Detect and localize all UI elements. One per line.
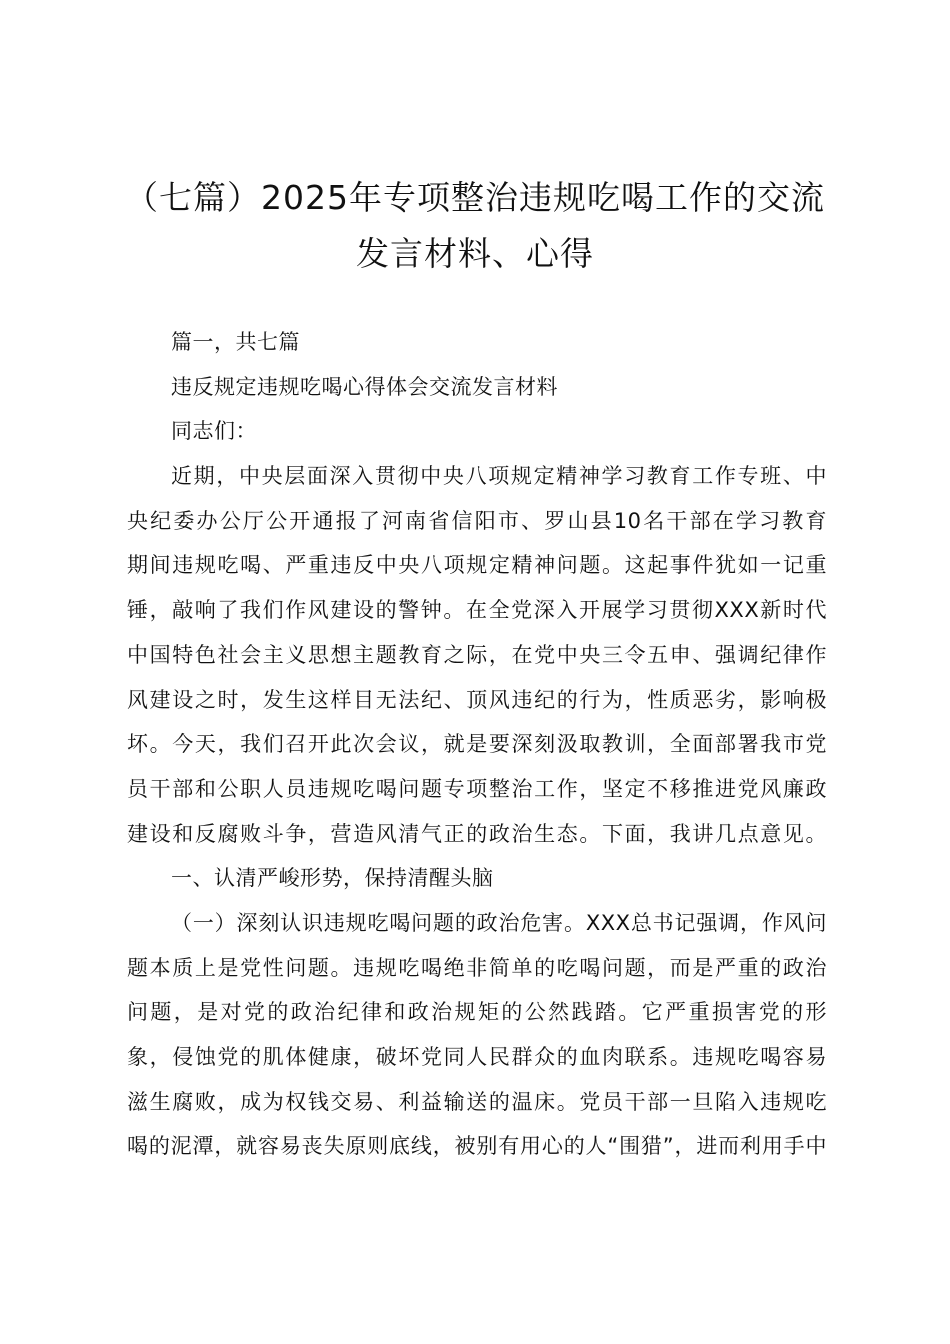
text-line: （一）深刻认识违规吃喝问题的政治危害。XXX总书记强调，作风问: [171, 910, 827, 935]
text-line: 近期，中央层面深入贯彻中央八项规定精神学习教育工作专班、中: [171, 464, 827, 489]
document-body: [127, 320, 827, 1169]
document-title: [100, 170, 850, 282]
title-line-2: 发言材料、心得: [356, 234, 594, 273]
text-line: 篇一，共七篇: [171, 330, 300, 354]
text-line: 问题，是对党的政治纪律和政治规矩的公然践踏。它严重损害党的形: [127, 1000, 827, 1025]
text-line: 坏。今天，我们召开此次会议，就是要深刻汲取教训，全面部署我市党: [127, 732, 827, 757]
text-line: 锤，敲响了我们作风建设的警钟。在全党深入开展学习贯彻XXX新时代: [127, 598, 827, 623]
text-line: 题本质上是党性问题。违规吃喝绝非简单的吃喝问题，而是严重的政治: [127, 955, 827, 980]
text-line: 员干部和公职人员违规吃喝问题专项整治工作，坚定不移推进党风廉政: [127, 776, 827, 801]
text-line: 喝的泥潭，就容易丧失原则底线，被别有用心的人“围猎”，进而利用手中: [127, 1134, 827, 1159]
text-line: 滋生腐败，成为权钱交易、利益输送的温床。党员干部一旦陷入违规吃: [127, 1089, 827, 1114]
text-line: 风建设之时，发生这样目无法纪、顶风违纪的行为，性质恶劣，影响极: [127, 687, 827, 712]
title-line-1: （七篇）2025年专项整治违规吃喝工作的交流: [125, 178, 825, 217]
text-line: 象，侵蚀党的肌体健康，破坏党同人民群众的血肉联系。违规吃喝容易: [127, 1045, 827, 1069]
text-line: 同志们：: [171, 419, 257, 444]
text-line: 央纪委办公厅公开通报了河南省信阳市、罗山县10名干部在学习教育: [127, 508, 827, 533]
text-line: 一、认清严峻形势，保持清醒头脑: [171, 866, 494, 891]
text-line: 违反规定违规吃喝心得体会交流发言材料: [171, 374, 558, 399]
text-line: 建设和反腐败斗争，营造风清气正的政治生态。下面，我讲几点意见。: [127, 821, 827, 846]
text-line: 中国特色社会主义思想主题教育之际，在党中央三令五申、强调纪律作: [127, 642, 827, 667]
text-line: 期间违规吃喝、严重违反中央八项规定精神问题。这起事件犹如一记重: [127, 553, 827, 578]
